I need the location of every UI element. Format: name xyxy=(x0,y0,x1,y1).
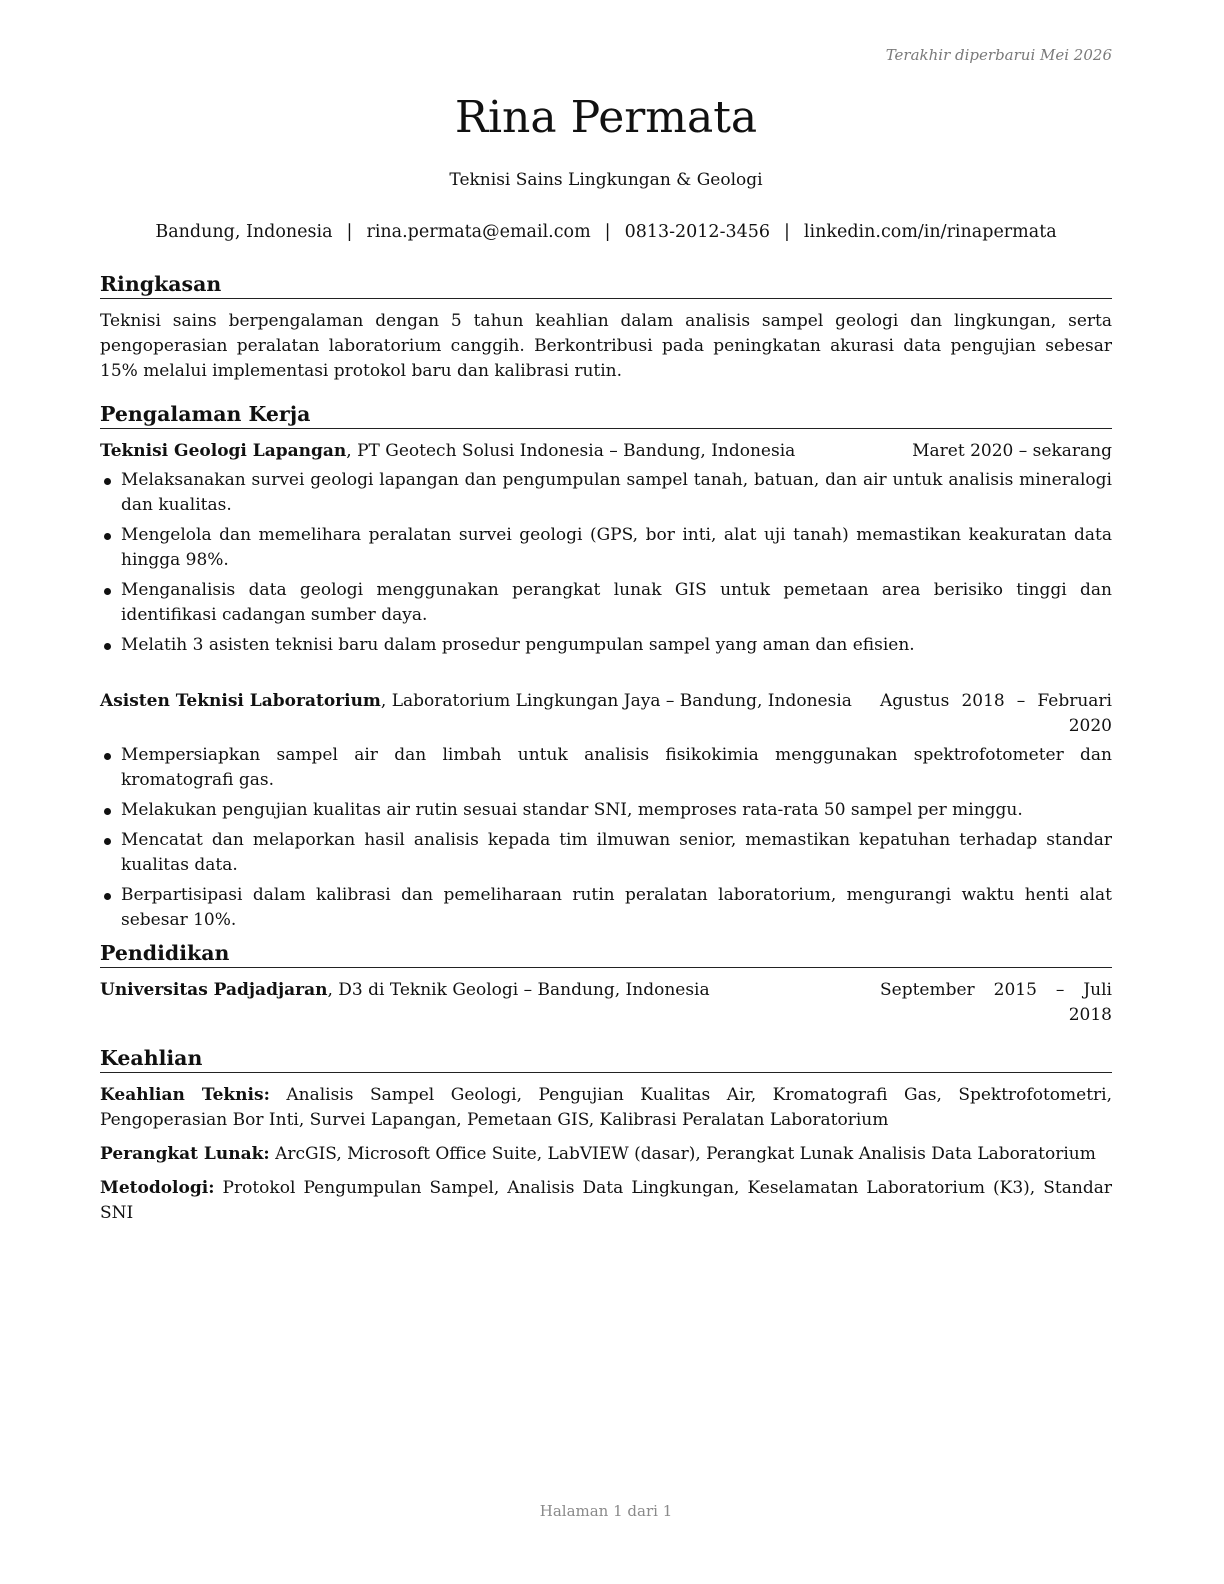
skills-group-text: Protokol Pengumpulan Sampel, Analisis Data Lingkungan, Keselamatan Laboratorium (K3), Standar SNI xyxy=(100,1178,1112,1223)
job-dates: Agustus 2018 – Februari 2020 xyxy=(880,691,1112,736)
list-item xyxy=(100,523,1112,573)
list-item xyxy=(100,468,1112,518)
skills-group-label: Metodologi: xyxy=(100,1178,215,1198)
job-entry xyxy=(100,689,1112,933)
last-updated-note: Terakhir diperbarui Mei 2026 xyxy=(885,46,1112,64)
bullet-icon xyxy=(104,808,111,815)
education-section xyxy=(100,939,1112,1028)
education-entry xyxy=(100,978,1112,1028)
bullet-text: Melatih 3 asisten teknisi baru dalam prosedur pengumpulan sampel yang aman dan efisien. xyxy=(121,635,915,655)
bullet-text: Melakukan pengujian kualitas air rutin sesuai standar SNI, memproses rata-rata 50 sampel per minggu. xyxy=(121,800,1023,820)
list-item xyxy=(100,578,1112,628)
contact-separator: | xyxy=(784,222,790,242)
bullet-text: Mencatat dan melaporkan hasil analisis kepada tim ilmuwan senior, memastikan kepatuhan terhadap standar kualitas data. xyxy=(121,830,1112,875)
page-number: Halaman 1 dari 1 xyxy=(539,1502,673,1520)
education-dates: September 2015 – Juli 2018 xyxy=(880,980,1112,1025)
spacer xyxy=(100,663,1112,685)
bullet-text: Mempersiapkan sampel air dan limbah untuk analisis fisikokimia menggunakan spektrofotometer dan kromatografi gas. xyxy=(121,745,1112,790)
section-title-experience: Pengalaman Kerja xyxy=(100,400,1112,429)
bullet-icon xyxy=(104,753,111,760)
candidate-headline: Teknisi Sains Lingkungan & Geologi xyxy=(449,170,763,190)
bullet-icon xyxy=(104,588,111,595)
contact-location: Bandung, Indonesia xyxy=(155,222,333,242)
education-title-line xyxy=(100,978,880,1003)
education-school: Universitas Padjadjaran xyxy=(100,980,328,1000)
job-bullet-list xyxy=(100,468,1112,658)
list-item xyxy=(100,798,1112,823)
list-item xyxy=(100,633,1112,658)
summary-text: Teknisi sains berpengalaman dengan 5 tahun keahlian dalam analisis sampel geologi dan lingkungan, serta pengoperasian peralatan laboratorium canggih. Berkontribusi pada peningkatan akurasi data pengujian sebesar 15% melalui implementasi protokol baru dan kalibrasi rutin. xyxy=(100,311,1112,381)
skills-section xyxy=(100,1044,1112,1226)
list-item xyxy=(100,883,1112,933)
resume-page xyxy=(100,0,1112,1584)
bullet-text: Mengelola dan memelihara peralatan survei geologi (GPS, bor inti, alat uji tanah) memastikan keakuratan data hingga 98%. xyxy=(121,525,1112,570)
bullet-icon xyxy=(104,838,111,845)
job-role: Asisten Teknisi Laboratorium xyxy=(100,691,381,711)
bullet-icon xyxy=(104,893,111,900)
contact-separator: | xyxy=(604,222,611,242)
contact-line xyxy=(100,220,1112,244)
job-header xyxy=(100,439,1112,464)
job-organization: , PT Geotech Solusi Indonesia – Bandung, Indonesia xyxy=(346,441,796,461)
skills-group-label: Perangkat Lunak: xyxy=(100,1144,270,1164)
contact-separator: | xyxy=(346,222,353,242)
skills-group-label: Keahlian Teknis: xyxy=(100,1085,270,1105)
list-item xyxy=(100,828,1112,878)
experience-section xyxy=(100,400,1112,933)
skills-group-text: ArcGIS, Microsoft Office Suite, LabVIEW (dasar), Perangkat Lunak Analisis Data Laboratorium xyxy=(269,1144,1096,1164)
section-title-skills: Keahlian xyxy=(100,1044,1112,1073)
bullet-icon xyxy=(104,533,111,540)
skills-group-methodology xyxy=(100,1176,1112,1226)
summary-section xyxy=(100,270,1112,384)
bullet-icon xyxy=(104,643,111,650)
contact-linkedin[interactable]: linkedin.com/in/rinapermata xyxy=(803,222,1057,242)
section-title-education: Pendidikan xyxy=(100,939,1112,968)
education-degree: , D3 di Teknik Geologi – Bandung, Indonesia xyxy=(327,980,710,1000)
candidate-name: Rina Permata xyxy=(454,92,758,143)
contact-phone: 0813-2012-3456 xyxy=(624,222,771,242)
skills-group-software xyxy=(100,1142,1112,1167)
job-dates: Maret 2020 – sekarang xyxy=(912,441,1112,461)
job-title-line xyxy=(100,689,880,714)
job-organization: , Laboratorium Lingkungan Jaya – Bandung, Indonesia xyxy=(380,691,852,711)
contact-email[interactable]: rina.permata@email.com xyxy=(366,222,591,242)
list-item xyxy=(100,743,1112,793)
job-bullet-list xyxy=(100,743,1112,933)
skills-group-text: Analisis Sampel Geologi, Pengujian Kualitas Air, Kromatografi Gas, Spektrofotometri, Pengoperasian Bor Inti, Survei Lapangan, Pemetaan GIS, Kalibrasi Peralatan Laboratorium xyxy=(100,1085,1112,1130)
bullet-text: Berpartisipasi dalam kalibrasi dan pemeliharaan rutin peralatan laboratorium, mengurangi waktu henti alat sebesar 10%. xyxy=(121,885,1112,930)
job-role: Teknisi Geologi Lapangan xyxy=(100,441,347,461)
section-title-summary: Ringkasan xyxy=(100,270,1112,299)
bullet-text: Melaksanakan survei geologi lapangan dan pengumpulan sampel tanah, batuan, dan air untuk analisis mineralogi dan kualitas. xyxy=(121,470,1112,515)
job-entry xyxy=(100,439,1112,658)
bullet-text: Menganalisis data geologi menggunakan perangkat lunak GIS untuk pemetaan area berisiko tinggi dan identifikasi cadangan sumber daya. xyxy=(121,580,1112,625)
bullet-icon xyxy=(104,478,111,485)
job-header xyxy=(100,689,1112,739)
skills-group-technical xyxy=(100,1083,1112,1133)
job-title-line xyxy=(100,439,880,464)
resume-body xyxy=(100,270,1112,1235)
